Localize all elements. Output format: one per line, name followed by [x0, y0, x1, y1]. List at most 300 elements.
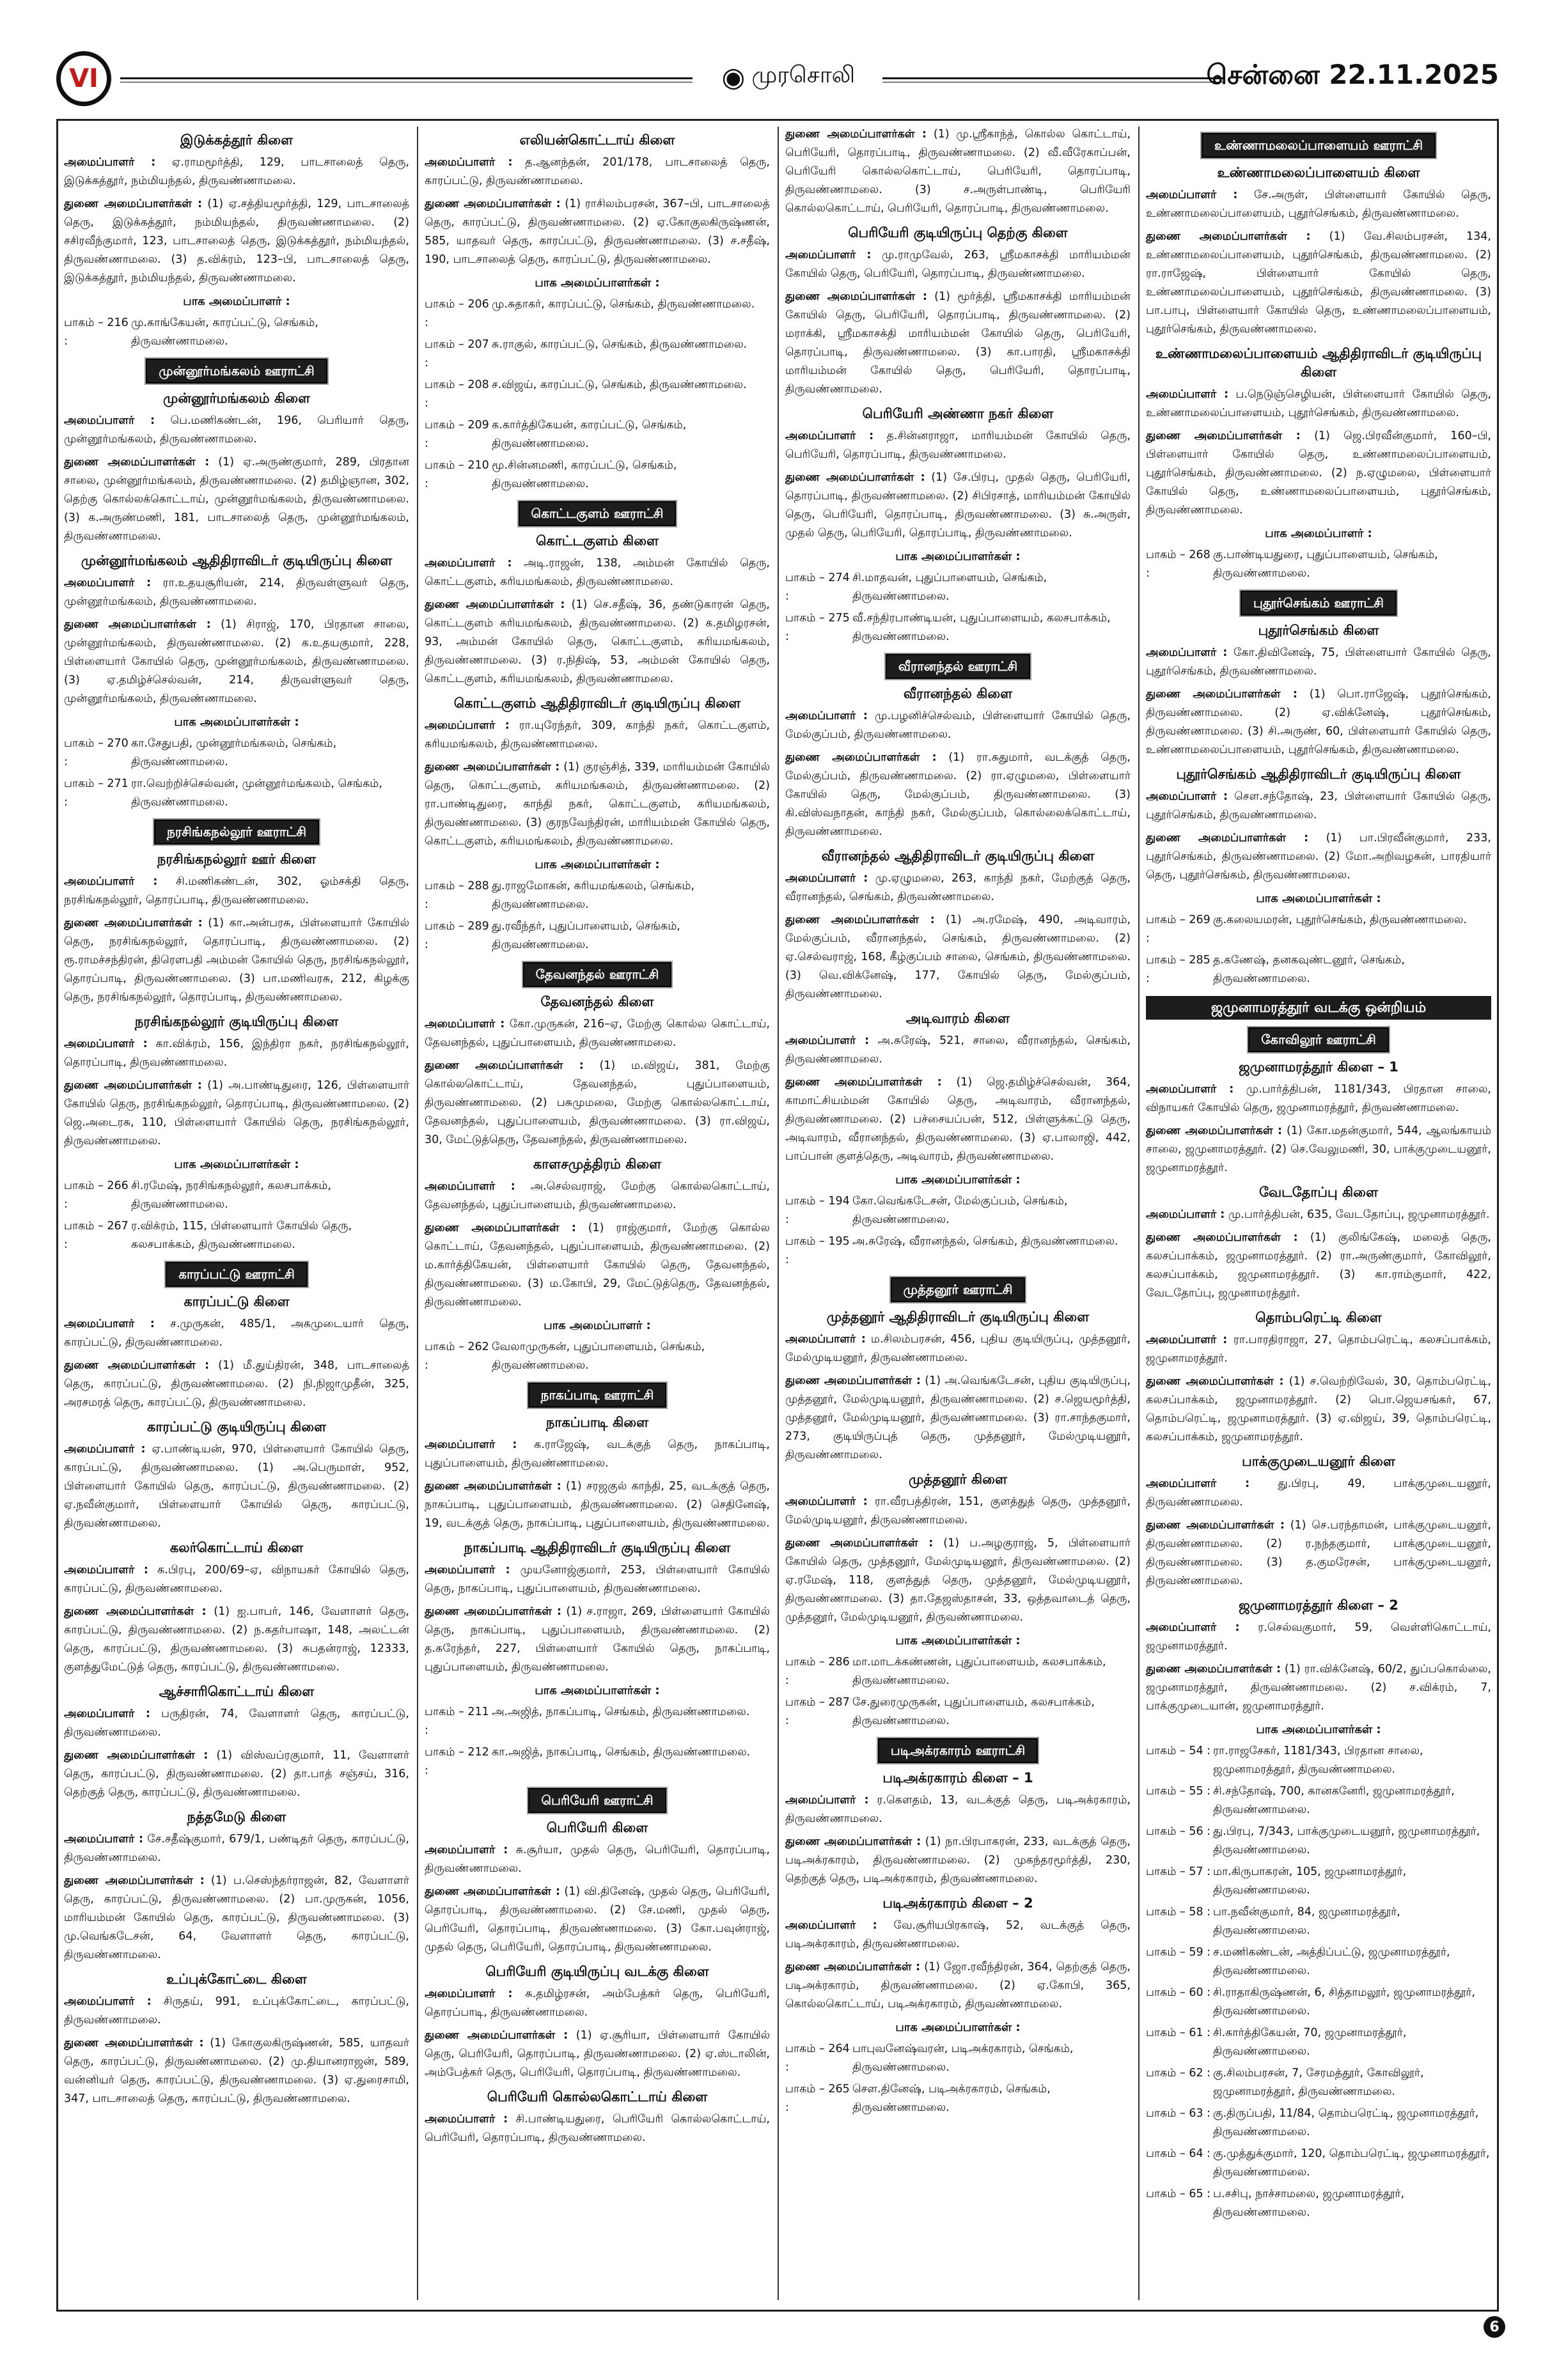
role-label: துணை அமைப்பாளர்கள் :: [785, 914, 935, 926]
role-label: அமைப்பாளர் :: [425, 156, 513, 169]
member-entry: [425, 1561, 770, 1598]
role-label: அமைப்பாளர் :: [425, 719, 510, 732]
booth-number: பாகம் – 271 :: [64, 777, 129, 809]
subheading: பாக அமைப்பாளர்கள் :: [1256, 892, 1381, 905]
member-details: (1) செ.பரந்தாமன், பாக்குமுடையனூர், திருவண்ணாமலை. (2) ர.நந்தகுமார், பாக்குமுடையனூர், திருவண்ணாமலை. (3) த.குமரேசன், பாக்குமுடையனூர், திருவண்ணாமலை.: [1146, 1519, 1491, 1587]
member-entry: [64, 1561, 409, 1598]
member-details: (1) சிராஜ், 170, பிரதான சாலை, முன்னூர்மங்கலம், திருவண்ணாமலை. (2) க.உதயகுமார், 228, பிள்ளையார் கோயில் தெரு, முன்னூர்மங்கலம், திருவண்ணாமலை. (3) ஏ.தமிழ்ச்செல்வன், 214, திருவள்ளுவர் தெரு, முன்னூர்மங்கலம், திருவண்ணாமலை.: [64, 618, 409, 705]
section-band-wrapper: [425, 1788, 770, 1813]
member-entry: [785, 427, 1131, 464]
member-details: (1) ச.வெற்றிவேல், 30, தொம்பரெட்டி, கலசப்பாக்கம், ஜமுனாமரத்தூர். (2) பொ.ஜெயசங்கர், 67, தொம்பரெட்டி, ஜமுனாமரத்தூர். (3) ஏ.விஜய், 39, தொம்பரெட்டி, கலசப்பாக்கம், ஜமுனாமரத்தூர்.: [1146, 1375, 1491, 1443]
member-details: (1) வி.தினேஷ், முதல் தெரு, பெரியேரி, தொரப்பாடி, திருவண்ணாமலை. (2) சே.மணி, முதல் தெரு, பெரியேரி, தொரப்பாடி, திருவண்ணாமலை. (3) கோ.பவுன்ராஜ், முதல் தெரு, பெரியேரி, தொரப்பாடி, திருவண்ணாமலை.: [425, 1885, 770, 1954]
booth-number: பாகம் – 265 :: [785, 2083, 850, 2114]
role-label: அமைப்பாளர் :: [425, 1438, 517, 1451]
role-label: அமைப்பாளர் :: [785, 1333, 866, 1346]
member-entry: [425, 1985, 770, 2022]
branch-heading: காரப்பட்டு கிளை: [184, 1294, 290, 1309]
branch-heading: புதூர்செங்கம் ஆதிதிராவிடர் குடியிருப்பு கிளை: [1176, 766, 1461, 782]
member-entry: [1146, 685, 1491, 759]
panchayat-heading: கொட்டகுளம் ஊராட்சி: [519, 501, 677, 526]
booth-number: பாகம் – 275 :: [785, 612, 850, 643]
panchayat-heading: பெரியேரி ஊராட்சி: [528, 1788, 666, 1813]
member-entry: [785, 707, 1131, 744]
role-label: துணை அமைப்பாளர்கள் :: [64, 1079, 202, 1092]
booth-entry: [64, 1177, 409, 1214]
member-entry: [785, 288, 1131, 399]
booth-number: பாகம் – 58 :: [1146, 1906, 1211, 1918]
member-entry: [1146, 385, 1491, 423]
member-entry: [425, 195, 770, 269]
member-details: (1) அ.பாண்டிதுரை, 126, பிள்ளையார் கோயில் தெரு, நரசிங்கநல்லூர், தொரப்பாடி, திருவண்ணாமலை. (2) ஜெ.அடைரசு, 110, பிள்ளையார் கோயில் தெரு, நரசிங்கநல்லூர், திருவண்ணாமலை.: [64, 1079, 409, 1147]
booth-number: பாகம் – 270 :: [64, 737, 129, 768]
role-label: அமைப்பாளர் :: [425, 1987, 513, 2000]
member-details: (1) ப.செஸ்ந்தர்ராஜன், 82, வேளாளர் தெரு, காரப்பட்டு, திருவண்ணாமலை. (2) பா.முருகன், 1056, மாரியம்மன் கோயில் தெரு, காரப்பட்டு, திருவண்ணாமலை. (3) மு.வெங்கடேசன், 64, வேளாளர் தெரு, காரப்பட்டு, திருவண்ணாமலை.: [64, 1874, 409, 1961]
member-entry: [425, 1219, 770, 1312]
member-details: (1) குலிங்கேஷ், மலைத் தெரு, கலசப்பாக்கம், ஜமுனாமரத்தூர். (2) ரா.அருண்குமார், கோவிலூர், கலசப்பாக்கம், ஜமுனாமரத்தூர். (3) கா.ராம்குமார், 422, வேடதோப்பு, ஜமுனாமரத்தூர்.: [1146, 1231, 1491, 1300]
section-band-wrapper: [64, 359, 409, 384]
member-entry: [425, 1603, 770, 1677]
section-band-wrapper: [785, 1738, 1131, 1763]
member-details: ப.நெடுஞ்செழியன், பிள்ளையார் கோயில் தெரு, உண்ணாமலைப்பாளையம், புதூர்செங்கம், திருவண்ணாமலை.: [1146, 388, 1491, 419]
role-label: துணை அமைப்பாளர்கள் :: [425, 1885, 560, 1898]
booth-entry: [1146, 1742, 1491, 1779]
member-details: (1) கோகுலகிருஷ்ணன், 585, யாதவர் தெரு, காரப்பட்டு, திருவண்ணாமலை. (2) மு.தியானராஜன், 589, வன்னியர் தெரு, காரப்பட்டு, திருவண்ணாமலை. (3) ஏ.துரைசாமி, 347, பாடசாலைத் தெரு, காரப்பட்டு, திருவண்ணாமலை.: [64, 2037, 409, 2105]
booth-details: பா.நவீன்குமார், 84, ஜமுனாமரத்தூர், திருவண்ணாமலை.: [1213, 1906, 1400, 1937]
role-label: துணை அமைப்பாளர்கள் :: [1146, 1375, 1284, 1388]
section-band-wrapper: [425, 962, 770, 987]
branch-heading: தொம்பரெட்டி கிளை: [1255, 1310, 1382, 1325]
branch-heading: படிஅக்ரகாரம் கிளை – 1: [882, 1770, 1033, 1785]
booth-entry: [425, 877, 770, 914]
booth-entry: [1146, 1823, 1491, 1860]
member-details: ஏ.பாண்டியன், 970, பிள்ளையார் கோயில் தெரு, காரப்பட்டு, திருவண்ணாமலை. (1) அ.பெருமாள், 952, பிள்ளையார் கோயில் தெரு, காரப்பட்டு, திருவண்ணாமலை. (2) ஏ.நவீன்குமார், பிள்ளையார் கோயில் தெரு, காரப்பட்டு, திருவண்ணாமலை.: [64, 1443, 409, 1530]
booth-entry: [1146, 2024, 1491, 2061]
section-band-wrapper: [64, 820, 409, 844]
member-entry: [1146, 186, 1491, 223]
branch-heading: உண்ணாமலைப்பாளையம் ஆதிதிராவிடர் குடியிருப்பு கிளை: [1155, 346, 1482, 380]
booth-details: க.கார்த்திகேயன், காரப்பட்டு, செங்கம், திருவண்ணாமலை.: [492, 419, 687, 450]
role-label: அமைப்பாளர் :: [425, 557, 512, 570]
booth-details: மா.மாடக்கண்ணன், புதுப்பாளையம், கலசபாக்கம், திருவண்ணாமலை.: [852, 1656, 1106, 1687]
member-entry: [64, 412, 409, 449]
booth-details: அ.சுரேஷ், வீரானந்தல், செங்கம், திருவண்ணாமலை.: [852, 1235, 1118, 1248]
column-divider: [778, 127, 779, 2300]
role-label: அமைப்பாளர் :: [64, 577, 152, 589]
role-label: அமைப்பாளர் :: [425, 2113, 508, 2126]
member-entry: [64, 616, 409, 708]
branch-heading: தேவனந்தல் கிளை: [540, 994, 654, 1009]
booth-entry: [1146, 1903, 1491, 1940]
booth-entry: [1146, 1782, 1491, 1819]
booth-number: பாகம் – 208 :: [425, 378, 489, 410]
member-details: மு.பார்த்திபன், 1181/343, பிரதான சாலை, விநாயகர் கோயில் தெரு, ஜமுனாமரத்தூர், திருவண்ணாமலை.: [1146, 1083, 1491, 1114]
branch-heading: பெரியேரி குடியிருப்பு வடக்கு கிளை: [485, 1964, 709, 1979]
drum-icon: ◉: [721, 61, 746, 93]
booth-number: பாகம் – 267 :: [64, 1220, 129, 1251]
booth-number: பாகம் – 64 :: [1146, 2147, 1211, 2160]
branch-heading: கொட்டகுளம் ஆதிதிராவிடர் குடியிருப்பு கிளை: [453, 696, 741, 711]
page-number: 6: [1484, 2316, 1505, 2338]
booth-number: பாகம் – 212 :: [425, 1746, 489, 1777]
member-entry: [64, 1705, 409, 1742]
role-label: துணை அமைப்பாளர்கள் :: [64, 456, 210, 469]
role-label: துணை அமைப்பாளர்கள் :: [1146, 832, 1309, 844]
member-details: ம.சிலம்பரசன், 456, புதிய குடியிருப்பு, முத்தனூர், மேல்முடியனூர், திருவண்ணாமலை.: [785, 1333, 1131, 1364]
member-details: சு.தமிழ்ரசன், அம்பேத்கர் தெரு, பெரியேரி, தொரப்பாடி, திருவண்ணாமலை.: [425, 1987, 770, 2019]
booth-entry: [64, 735, 409, 772]
booth-number: பாகம் – 264 :: [785, 2042, 850, 2074]
member-details: (1) செ.சதீஷ், 36, தண்டுகாரன் தெரு, கொட்டகுளம் கரியமங்கலம், திருவண்ணாமலை. (2) க.தமிழரசன், 93, அம்மன் கோயில் தெரு, கொட்டகுளம், கரியமங்கலம், திருவண்ணாமலை. (3) ர.நிதிஷ், 53, அம்மன் கோயில் தெரு, கொட்டகுளம், கரியமங்கலம், திருவண்ணாமலை.: [425, 598, 770, 685]
role-label: துணை அமைப்பாளர்கள் :: [785, 471, 925, 484]
role-label: அமைப்பாளர் :: [64, 1833, 143, 1846]
role-label: துணை அமைப்பாளர்கள் :: [64, 917, 203, 929]
role-label: அமைப்பாளர் :: [785, 1495, 868, 1508]
member-details: ர.கௌதம், 13, வடக்குத் தெரு, படிஅக்ரகாரம், திருவண்ணாமலை.: [785, 1794, 1131, 1825]
member-details: (1) மூர்த்தி, ஸ்ரீமகாசக்தி மாரியம்மன் கோயில் தெரு, பெரியேரி, தொரப்பாடி, திருவண்ணாமலை. (2) மராக்கி, ஸ்ரீமகாசக்தி மாரியம்மன் கோயில் தெரு, பெரியேரி, தொரப்பாடி, திருவண்ணாமலை. (3) கா.பாரதி, ஸ்ரீமகாசக்தி மாரியம்மன் கோயில் தெரு, பெரியேரி, தொரப்பாடி, திருவண்ணாமலை.: [785, 290, 1131, 396]
member-details: (1) ரா.சுதுமார், வடக்குத் தெரு, மேல்குப்பம், திருவண்ணாமலை. (2) ரா.ஏழுமலை, பிள்ளையார் கோயில் தெரு, மேல்குப்பம், திருவண்ணாமலை. (3) கி.விஸ்வநாதன், காந்தி நகர், மேல்குப்பம், கொல்லைக்கொட்டாய், திருவண்ணாமலை.: [785, 751, 1131, 838]
booth-details: மு.காங்கேயன், காரப்பட்டு, செங்கம், திருவண்ணாமலை.: [131, 316, 318, 348]
booth-details: ப.சசிபு, நாச்சாமலை, ஜமுனாமரத்தூர், திருவண்ணாமலை.: [1213, 2188, 1405, 2219]
booth-entry: [785, 1693, 1131, 1731]
panchayat-heading: முத்தனூர் ஊராட்சி: [891, 1277, 1026, 1302]
subheading: பாக அமைப்பாளர்கள் :: [535, 858, 660, 871]
member-details: (1) மீ.துய்திரன், 348, பாடசாலைத் தெரு, காரப்பட்டு, திருவண்ணாமலை. (2) நி.நிஜாமுதீன், 325, அரசமரத் தெரு, காரப்பட்டு, திருவண்ணாமலை.: [64, 1359, 409, 1409]
member-details: ரா.வீரபத்திரன், 151, குளத்துத் தெரு, முத்தனூர், மேல்முடியனூர், திருவண்ணாமலை.: [785, 1495, 1131, 1527]
member-details: ரா.யுரேந்தர், 309, காந்தி நகர், கொட்டகுளம், கரியமங்கலம், திருவண்ணாமலை.: [425, 719, 770, 751]
booth-entry: [425, 416, 770, 453]
booth-details: ச.விஜய், காரப்பட்டு, செங்கம், திருவண்ணாமலை.: [492, 378, 747, 391]
booth-details: கு.சிலம்பரசன், 7, சேரமத்தூர், கோவிலூர், ஜமுனாமரத்தூர், திருவண்ணாமலை.: [1213, 2067, 1424, 2098]
branch-heading: நரசிங்கநல்லூர் குடியிருப்பு கிளை: [134, 1014, 339, 1029]
member-details: (1) ஜெ.பிரவீன்குமார், 160–பி, பிள்ளையார் கோயில் தெரு, உண்ணாமலைப்பாளையம், புதூர்செங்கம், திருவண்ணாமலை. (2) ந.ஏழுமலை, பிள்ளையார் கோயில் தெரு, உண்ணாமலைப்பாளையம், புதூர்செங்கம், திருவண்ணாமலை.: [1146, 430, 1491, 517]
role-label: அமைப்பாளர் :: [1146, 1334, 1228, 1346]
member-entry: [785, 869, 1131, 906]
member-details: பருதிரன், 74, வேளாளர் தெரு, காரப்பட்டு, திருவண்ணாமலை.: [64, 1707, 409, 1739]
branch-heading: உப்புக்கோட்டை கிளை: [166, 1972, 307, 1987]
member-entry: [64, 1357, 409, 1412]
role-label: அமைப்பாளர் :: [64, 1038, 148, 1050]
booth-number: பாகம் – 289 :: [425, 920, 489, 951]
branch-heading: ஜமுனாமரத்தூர் கிளை – 2: [1239, 1598, 1398, 1613]
role-label: அமைப்பாளர் :: [64, 1443, 146, 1456]
subheading: பாக அமைப்பாளர் :: [183, 295, 290, 308]
member-entry: [785, 1917, 1131, 1954]
branch-heading: பெரியேரி கொல்லகொட்டாய் கிளை: [487, 2089, 708, 2104]
booth-details: மு.சுதாகர், காரப்பட்டு, செங்கம், திருவண்ணாமலை.: [492, 298, 755, 311]
booth-entry: [64, 775, 409, 812]
booth-entry: [1146, 2185, 1491, 2222]
role-label: துணை அமைப்பாளர்கள் :: [64, 1359, 210, 1372]
branch-heading: இடுக்கத்தூர் கிளை: [180, 132, 294, 148]
member-entry: [785, 246, 1131, 283]
booth-entry: [1146, 1863, 1491, 1900]
branch-heading: ஜமுனாமரத்தூர் கிளை – 1: [1239, 1059, 1398, 1075]
booth-details: பாபுவனேஷ்வரன், படிஅக்ரகாரம், செங்கம், திருவண்ணாமலை.: [852, 2042, 1074, 2074]
role-label: அமைப்பாளர் :: [64, 156, 156, 169]
booth-entry: [785, 1653, 1131, 1690]
member-entry: [64, 1035, 409, 1072]
booth-entry: [785, 2040, 1131, 2077]
branch-heading: பெரியேரி குடியிருப்பு தெற்கு கிளை: [848, 225, 1068, 240]
role-label: துணை அமைப்பாளர்கள் :: [1146, 1519, 1285, 1532]
branch-heading: காரப்பட்டு குடியிருப்பு கிளை: [146, 1419, 327, 1435]
member-entry: [1146, 1516, 1491, 1591]
role-label: அமைப்பாளர் :: [785, 249, 872, 261]
booth-number: பாகம் – 262 :: [425, 1341, 489, 1372]
member-details: ச.முருகன், 485/1, அகமுடையார் தெரு, காரப்பட்டு, திருவண்ணாமலை.: [64, 1318, 409, 1349]
booth-entry: [64, 314, 409, 351]
booth-details: கு.திருப்பதி, 11/84, தொம்பரெட்டி, ஜமுனாமரத்தூர், திருவண்ணாமலை.: [1213, 2107, 1479, 2138]
branch-heading: கொட்டகுளம் கிளை: [536, 533, 659, 548]
booth-entry: [425, 1703, 770, 1740]
branch-heading: நரசிங்கநல்லூர் ஊர் கிளை: [157, 852, 317, 867]
section-band-wrapper: [1146, 591, 1491, 616]
member-details: (1) வே.சிலம்பரசன், 134, உண்ணாமலைப்பாளையம், புதூர்செங்கம், திருவண்ணாமலை. (2) ரா.ராஜேஷ், பிள்ளையார் கோயில் தெரு, உண்ணாமலைப்பாளையம், புதூர்செங்கம், திருவண்ணாமலை. (3) பா.பாபு, பிள்ளையார் கோயில் தெரு, உண்ணாமலைப்பாளையம், புதூர்செங்கம், திருவண்ணாமலை.: [1146, 230, 1491, 336]
member-details: கோ.முருகன், 216–ஏ, மேற்கு கொல்ல கொட்டாய், தேவனந்தல், புதுப்பாளையம், திருவண்ணாமலை.: [425, 1018, 770, 1049]
member-details: (1) ராஜ்குமார், மேற்கு கொல்ல கொட்டாய், தேவனந்தல், புதுப்பாளையம், திருவண்ணாமலை. (2) ம.கார்த்திகேயன், பிள்ளையார் கோயில் தெரு, தேவனந்தல், திருவண்ணாமலை. (3) ம.கோபி, 29, மேட்டுத்தெரு, தேவனந்தல், திருவண்ணாமலை.: [425, 1222, 770, 1309]
member-entry: [425, 2110, 770, 2147]
member-entry: [1146, 644, 1491, 681]
member-details: து.பிரபு, 49, பாக்குமுடையனூர், திருவண்ணாமலை.: [1146, 1477, 1491, 1509]
role-label: துணை அமைப்பாளர்கள் :: [425, 1222, 576, 1234]
member-details: அ.செல்வராஜ், மேற்கு கொல்லகொட்டாய், தேவனந்தல், புதுப்பாளையம், திருவண்ணாமலை.: [425, 1180, 770, 1211]
booth-entry: [785, 569, 1131, 606]
member-details: ஏ.ராமமூர்த்தி, 129, பாடசாலைத் தெரு, இடுக்கத்தூர், நம்மியந்தல், திருவண்ணாமலை.: [64, 156, 409, 187]
masthead-rule-left: [120, 77, 693, 82]
role-label: துணை அமைப்பாளர்கள் :: [425, 598, 565, 611]
role-label: துணை அமைப்பாளர்கள் :: [785, 1961, 921, 1973]
member-details: (1) சே.பிரபு, முதல் தெரு, பெரியேரி, தொரப்பாடி, திருவண்ணாமலை. (2) சிபிரசாத், மாரியம்மன் கோயில் தெரு, பெரியேரி, தொரப்பாடி, திருவண்ணாமலை. (3) சு.அருள், முதல் தெரு, பெரியேரி, தொரப்பாடி, திருவண்ணாமலை.: [785, 471, 1131, 540]
booth-entry: [425, 336, 770, 373]
subheading: பாக அமைப்பாளர் :: [1265, 527, 1372, 540]
booth-details: கு.கலையமரன், புதூர்செங்கம், திருவண்ணாமலை.: [1213, 914, 1467, 926]
member-entry: [785, 911, 1131, 1004]
booth-entry: [1146, 1984, 1491, 2021]
member-entry: [785, 1372, 1131, 1465]
member-entry: [64, 1603, 409, 1677]
role-label: அமைப்பாளர் :: [1146, 1083, 1234, 1096]
branch-heading: படிஅக்ரகாரம் கிளை – 2: [882, 1895, 1033, 1911]
role-label: துணை அமைப்பாளர்கள் :: [785, 751, 937, 764]
member-entry: [785, 749, 1131, 841]
booth-number: பாகம் – 55 :: [1146, 1785, 1211, 1798]
member-entry: [64, 873, 409, 910]
subheading: பாக அமைப்பாளர்கள் :: [895, 550, 1021, 563]
role-label: அமைப்பாளர் :: [1146, 388, 1229, 401]
panchayat-heading: தேவனந்தல் ஊராட்சி: [523, 962, 672, 987]
role-label: துணை அமைப்பாளர்கள் :: [425, 1480, 561, 1493]
role-label: அமைப்பாளர் :: [785, 430, 874, 442]
role-label: அமைப்பாளர் :: [785, 1919, 877, 1932]
member-details: ரா.பாரதிராஜா, 27, தொம்பரெட்டி, கலசப்பாக்கம், ஜமுனாமரத்தூர்.: [1146, 1334, 1491, 1365]
member-details: (1) சரஜகுல் காந்தி, 25, வடக்குத் தெரு, நாகப்பாடி, புதுப்பாளையம், திருவண்ணாமலை. (2) செதினேஷ், 19, வடக்குத் தெரு, நாகப்பாடி, புதுப்பாளையம், திருவண்ணாமலை.: [425, 1480, 770, 1530]
branch-heading: எலியன்கொட்டாய் கிளை: [519, 132, 675, 148]
member-entry: [425, 717, 770, 754]
role-label: அமைப்பாளர் :: [1146, 1208, 1225, 1221]
member-entry: [425, 1477, 770, 1533]
branch-heading: கலர்கொட்டாய் கிளை: [169, 1540, 304, 1555]
member-details: வே.சூரியபிரகாஷ், 52, வடக்குத் தெரு, படிஅக்ரகாரம், திருவண்ணாமலை.: [785, 1919, 1131, 1950]
booth-number: பாகம் – 57 :: [1146, 1865, 1211, 1878]
role-label: அமைப்பாளர் :: [425, 1844, 508, 1856]
section-band-wrapper: [64, 1262, 409, 1287]
booth-details: து.ராஜமோகன், கரியமங்கலம், செங்கம், திருவண்ணாமலை.: [492, 880, 695, 911]
branch-heading: நாகப்பாடி கிளை: [545, 1415, 649, 1430]
branch-heading: பெரியேரி கிளை: [546, 1820, 648, 1835]
booth-number: பாகம் – 287 :: [785, 1696, 850, 1727]
booth-details: ச.மணிகண்டன், அத்திப்பட்டு, ஜமுனாமரத்தூர், திருவண்ணாமலை.: [1213, 1946, 1450, 1977]
subheading: பாக அமைப்பாளர்கள் :: [535, 1684, 660, 1697]
role-label: அமைப்பாளர் :: [785, 710, 868, 722]
member-entry: [64, 1077, 409, 1151]
booth-details: அ.அஜித், நாகப்பாடி, செங்கம், திருவண்ணாமலை.: [492, 1706, 750, 1718]
member-details: (1) ஏ.சத்தியமூர்த்தி, 129, பாடசாலைத் தெரு, இடுக்கத்தூர், நம்மியந்தல், திருவண்ணாமலை. (2) சசிரவீந்குமார், 123, பாடசாலைத் தெரு, இடுக்கத்தூர், நம்மியந்தல், திருவண்ணாமலை. (3) த.விக்ரம், 123–பி, பாடசாலைத் தெரு, இடுக்கத்தூர், நம்மியந்தல், திருவண்ணாமலை.: [64, 198, 409, 284]
panchayat-heading: படிஅக்ரகாரம் ஊராட்சி: [878, 1738, 1038, 1763]
column-divider: [1138, 127, 1140, 2300]
booth-entry: [785, 1192, 1131, 1229]
edition-logo: VI: [56, 51, 111, 106]
member-entry: [425, 1057, 770, 1149]
booth-details: கோ.வெங்கடேசன், மேல்குப்பம், செங்கம், திருவண்ணாமலை.: [852, 1195, 1068, 1226]
union-heading: ஜமுனாமரத்தூர் வடக்கு ஒன்றியம்: [1146, 996, 1491, 1020]
booth-entry: [785, 1233, 1131, 1270]
booth-details: ர.விக்ரம், 115, பிள்ளையார் கோயில் தெரு, கலசபாக்கம், திருவண்ணாமலை.: [131, 1220, 352, 1251]
booth-number: பாகம் – 62 :: [1146, 2067, 1211, 2080]
member-entry: [785, 1958, 1131, 2014]
role-label: அமைப்பாளர் :: [64, 1707, 150, 1720]
booth-entry: [785, 2080, 1131, 2117]
role-label: துணை அமைப்பாளர்கள் :: [1146, 1124, 1283, 1137]
booth-entry: [425, 1743, 770, 1780]
branch-heading: காளசமுத்திரம் கிளை: [533, 1156, 662, 1172]
role-label: அமைப்பாளர் :: [785, 872, 868, 885]
member-details: (1) ஜெ.தமிழ்ச்செல்வன், 364, காமாட்சியம்மன் கோயில் தெரு, அடிவாரம், வீரானந்தல், திருவண்ணாமலை. (2) பச்சையப்பன், 512, பிள்ளுக்கட்டு தெரு, அடிவாரம், வீரானந்தல், திருவண்ணாமலை. (3) ஏ.பாலாஜி, 442, பாப்பான் குளத்தெரு, அடிவாரம், திருவண்ணாமலை.: [785, 1076, 1131, 1163]
member-entry: [785, 1032, 1131, 1069]
member-entry: [785, 1073, 1131, 1166]
subheading: பாக அமைப்பாளர்கள் :: [535, 276, 660, 290]
booth-number: பாகம் – 211 :: [425, 1706, 489, 1737]
member-details: சு.சூர்யா, முதல் தெரு, பெரியேரி, தொரப்பாடி, திருவண்ணாமலை.: [425, 1844, 770, 1875]
branch-heading: நத்தமேடு கிளை: [187, 1809, 286, 1824]
member-entry: [64, 2034, 409, 2108]
booth-details: சி.ரமேஷ், நரசிங்கநல்லூர், கலசபாக்கம், திருவண்ணாமலை.: [131, 1179, 332, 1211]
member-details: ரா.உதயசூரியன், 214, திருவள்ளுவர் தெரு, முன்னூர்மங்கலம், திருவண்ணாமலை.: [64, 577, 409, 608]
booth-details: கு.முத்துக்குமார், 120, தொம்பரெட்டி, ஜமுனாமரத்தூர், திருவண்ணாமலை.: [1213, 2147, 1490, 2179]
member-details: (1) ஐ.பாபர், 146, வேளாளர் தெரு, காரப்பட்டு, திருவண்ணாமலை. (2) ந.கதர்பாஷா, 148, அலட்டன் தெரு, காரப்பட்டு, திருவண்ணாமலை. (3) சுபதன்ராஜ், 12333, குளத்துமேட்டுத் தெரு, காரப்பட்டு, திருவண்ணாமலை.: [64, 1605, 409, 1674]
member-details: த.ஆனந்தன், 201/178, பாடசாலைத் தெரு, காரப்பட்டு, திருவண்ணாமலை.: [425, 156, 770, 187]
section-band-wrapper: [785, 654, 1131, 679]
member-details: (1) மு.ஸ்ரீகாந்த், கொல்ல கொட்டாய், பெரியேரி, தொரப்பாடி, திருவண்ணாமலை. (2) வீ.வீரேகாப்பன், பெரியேரி கொல்லகொட்டாய், பெரியேரி, தொரப்பாடி, திருவண்ணாமலை. (3) ச.அருள்பாண்டி, பெரியேரி கொல்லகொட்டாய், பெரியேரி, தொரப்பாடி, திருவண்ணாமலை.: [785, 128, 1131, 215]
member-details: (1) ஏ.அருண்குமார், 289, பிரதான சாலை, முன்னூர்மங்கலம், திருவண்ணாமலை. (2) தமிழ்ஞான, 302, தெற்கு கொல்லக்கொட்டாய், முன்னூர்மங்கலம், திருவண்ணாமலை. (3) க.அருண்மணி, 181, பாடசாலைத் தெரு, முன்னூர்மங்கலம், திருவண்ணாமலை.: [64, 456, 409, 543]
booth-number: பாகம் – 59 :: [1146, 1946, 1211, 1959]
booth-number: பாகம் – 268 :: [1146, 548, 1210, 580]
member-entry: [785, 1833, 1131, 1888]
panchayat-heading: வீரானந்தல் ஊராட்சி: [886, 654, 1030, 679]
booth-details: செள.தினேஷ், படிஅக்ரகாரம், செங்கம், திருவண்ணாமலை.: [852, 2083, 1051, 2114]
member-entry: [64, 1440, 409, 1533]
subheading: பாக அமைப்பாளர் :: [544, 1319, 651, 1332]
booth-number: பாகம் – 210 :: [425, 459, 489, 490]
member-entry: [64, 1746, 409, 1802]
role-label: துணை அமைப்பாளர்கள் :: [785, 1076, 942, 1089]
member-details: முயனோஜ்குமார், 253, பிள்ளையார் கோயில் தெரு, நாகப்பாடி, புதுப்பாளையம், திருவண்ணாமலை.: [425, 1564, 770, 1595]
branch-heading: வீரானந்தல் ஆதிதிராவிடர் குடியிருப்பு கிளை: [821, 848, 1095, 864]
booth-entry: [785, 609, 1131, 646]
member-entry: [425, 1178, 770, 1215]
member-details: (1) ராசிலம்பரசன், 367–பி, பாடசாலைத் தெரு, காரப்பட்டு, திருவண்ணாமலை. (2) ஏ.கோகுலகிருஷ்ணன், 585, யாதவர் தெரு, காரப்பட்டு, திருவண்ணாமலை. (3) ச.சதீஷ், 190, பாடசாலைத் தெரு, காரப்பட்டு, திருவண்ணாமலை.: [425, 198, 770, 266]
branch-heading: அடிவாரம் கிளை: [905, 1011, 1010, 1026]
member-entry: [1146, 788, 1491, 825]
booth-details: து.பிரபு, 7/343, பாக்குமுடையனூர், ஜமுனாமரத்தூர், திருவண்ணாமலை.: [1213, 1825, 1480, 1856]
member-details: (1) நா.பிரபாகரன், 233, வடக்குத் தெரு, படிஅக்ரகாரம், திருவண்ணாமலை. (2) முகந்தரமூர்த்தி, 230, தெற்குத் தெரு, படிஅக்ரகாரம், திருவண்ணாமலை.: [785, 1835, 1131, 1885]
member-entry: [1146, 1660, 1491, 1716]
branch-heading: நாகப்பாடி ஆதிதிராவிடர் குடியிருப்பு கிளை: [464, 1540, 731, 1555]
member-entry: [425, 758, 770, 851]
member-details: சி.மணிகண்டன், 302, ஓம்சக்தி தெரு, நரசிங்கநல்லூர், தொரப்பாடி, திருவண்ணாமலை.: [64, 875, 409, 906]
branch-heading: ஆச்சாரிகொட்டாய் கிளை: [159, 1684, 315, 1699]
member-details: சிருதய், 991, உப்புக்கோட்டை, காரப்பட்டு, திருவண்ணாமலை.: [64, 1995, 409, 2026]
booth-details: வேலாமுருகன், புதுப்பாளையம், செங்கம், திருவண்ணாமலை.: [492, 1341, 705, 1372]
member-details: (1) ம.விஜய், 381, மேற்கு கொல்லகொட்டாய், தேவனந்தல், புதுப்பாளையம், திருவண்ணாமலை. (2) பசுமுமலை, மேற்கு கொல்லகொட்டாய், தேவனந்தல், புதுப்பாளையம், திருவண்ணாமலை. (3) ரா.விஜய், 30, மேட்டுத்தெரு, தேவனந்தல், திருவண்ணாமலை.: [425, 1059, 770, 1146]
member-details: மு.ஏழுமலை, 263, காந்தி நகர், மேற்குத் தெரு, வீரானந்தல், செங்கம், திருவண்ணாமலை.: [785, 872, 1131, 903]
member-details: மு.பழனிச்செல்வம், பிள்ளையார் கோயில் தெரு, மேல்குப்பம், திருவண்ணாமலை.: [785, 710, 1131, 741]
booth-number: பாகம் – 285 :: [1146, 954, 1210, 985]
subheading: பாக அமைப்பாளர்கள் :: [895, 2021, 1021, 2034]
section-band-wrapper: [1146, 1027, 1491, 1052]
booth-entry: [425, 1338, 770, 1375]
subheading: பாக அமைப்பாளர்கள் :: [174, 715, 299, 729]
member-entry: [425, 1015, 770, 1052]
panchayat-heading: புதூர்செங்கம் ஊராட்சி: [1241, 591, 1397, 616]
role-label: அமைப்பாளர் :: [425, 1564, 510, 1576]
panchayat-heading: உண்ணாமலைப்பாளையம் ஊராட்சி: [1202, 133, 1436, 158]
member-details: (1) கோ.மதன்குமார், 544, ஆலங்காயம் சாலை, ஜமுனாமரத்தூர். (2) செ.வேலுமணி, 30, பாக்குமுடையனூர், ஜமுனாமரத்தூர்.: [1146, 1124, 1491, 1174]
member-entry: [425, 1883, 770, 1957]
member-details: சி.பாண்டியதுரை, பெரியேரி கொல்லகொட்டாய், பெரியேரி, தொரப்பாடி, திருவண்ணாமலை.: [425, 2113, 770, 2144]
member-details: பெ.மணிகண்டன், 196, பெரியார் தெரு, முன்னூர்மங்கலம், திருவண்ணாமலை.: [64, 414, 409, 446]
member-entry: [425, 1841, 770, 1878]
paper-name: [696, 58, 881, 96]
paper-title: முரசொலி: [751, 62, 856, 88]
member-entry: [425, 596, 770, 688]
booth-entry: [425, 376, 770, 413]
role-label: துணை அமைப்பாளர்கள் :: [1146, 1663, 1281, 1676]
column-2: [425, 125, 770, 2152]
member-entry: [64, 1315, 409, 1352]
booth-entry: [1146, 546, 1491, 583]
booth-details: வீ.சந்திரபாண்டியன், புதுப்பாளையம், கலசபாக்கம், திருவண்ணாமலை.: [852, 612, 1111, 643]
role-label: துணை அமைப்பாளர்கள் :: [425, 761, 560, 774]
member-entry: [1146, 1619, 1491, 1656]
role-label: துணை அமைப்பாளர்கள் :: [64, 618, 211, 631]
member-details: (1) குரஞ்சித், 339, மாரியம்மன் கோயில் தெரு, கொட்டகுளம், கரியமங்கலம், திருவண்ணாமலை. (2) ரா.பாண்டிதுரை, காந்தி நகர், கொட்டகுளம், கரியமங்கலம், திருவண்ணாமலை. (3) குரநவேந்திரன், மாரியம்மன் கோயில் தெரு, கொட்டகுளம், கரியமங்கலம், திருவண்ணாமலை.: [425, 761, 770, 848]
role-label: துணை அமைப்பாளர்கள் :: [64, 1749, 208, 1762]
section-band-wrapper: [425, 501, 770, 526]
role-label: அமைப்பாளர் :: [64, 875, 158, 888]
section-band-wrapper: [785, 1277, 1131, 1302]
role-label: துணை அமைப்பாளர்கள் :: [64, 1605, 207, 1618]
subheading: பாக அமைப்பாளர்கள் :: [1256, 1723, 1381, 1736]
member-details: (1) ப.அழகுராஜ், 5, பிள்ளையார் கோயில் தெரு, முத்தனூர், மேல்முடியனூர், திருவண்ணாமலை. (2) ஏ.ரமேஷ், 118, குளத்துத் தெரு, முத்தனூர், மேல்முடியனூர், திருவண்ணாமலை. (3) தா.தேஜஸ்தாசன், 33, ஒத்தவாடைத் தெரு, முத்தனூர், மேல்முடியனூர், திருவண்ணாமலை.: [785, 1537, 1131, 1624]
subheading: பாக அமைப்பாளர்கள் :: [895, 1634, 1021, 1647]
dateline: சென்னை 22.11.2025: [1206, 59, 1499, 90]
role-label: துணை அமைப்பாளர்கள் :: [785, 290, 927, 303]
section-band-wrapper: [1146, 133, 1491, 158]
member-entry: [425, 554, 770, 591]
member-details: (1) விஸ்வப்ரகுமார், 11, வேளாளர் தெரு, காரப்பட்டு, திருவண்ணாமலை. (2) தா.பாத் சஞ்சய், 316, தெற்குத் தெரு, காரப்பட்டு, திருவண்ணாமலை.: [64, 1749, 409, 1799]
role-label: துணை அமைப்பாளர்கள் :: [1146, 230, 1311, 243]
role-label: துணை அமைப்பாளர்கள் :: [785, 1537, 934, 1550]
